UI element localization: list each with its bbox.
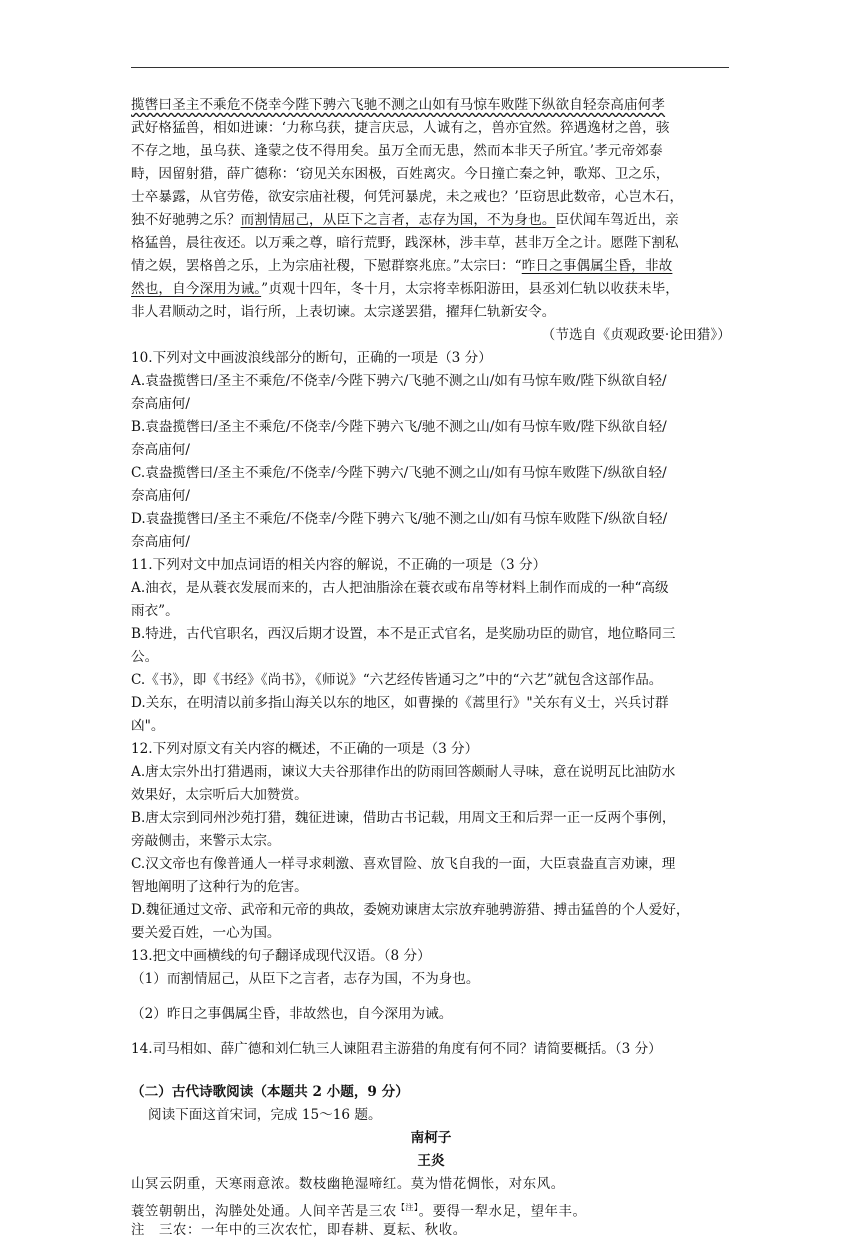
poem-author: 王炎	[417, 1153, 445, 1169]
option-d: D.袁盎揽辔曰/圣主不乘危/不侥幸/今陛下骋六飞/驰不测之山/如有马惊车败陛下/纵欲自轻/	[131, 511, 668, 527]
wavy-underlined-text: 揽辔曰圣主不乘危不侥幸今陛下骋六飞驰不测之山如有马惊车败陛下纵欲自轻奈高庙何孝	[131, 97, 666, 113]
option-a: A.唐太宗外出打猎遇雨，谏议大夫谷那律作出的防雨回答颇耐人寻味，意在说明瓦比油防水	[131, 764, 676, 780]
question-stem: 13.把文中画横线的句子翻译成现代汉语。（8 分）	[131, 948, 431, 964]
question-10	[131, 347, 731, 554]
underlined-sentence-2b: 然也，自今深用为诫。	[131, 281, 262, 297]
answer-space	[131, 991, 731, 1003]
translation-sentence-2: （2）昨日之事偶属尘昏，非故然也，自今深用为诫。	[131, 1006, 453, 1022]
passage-source: （节选自《贞观政要·论田猎》）	[541, 327, 731, 343]
passage-line: 武好格猛兽，相如进谏：‘力称乌获，捷言庆忌，人诚有之，兽亦宜然。猝遇逸材之兽，骇	[131, 120, 670, 136]
underlined-sentence-2a: 昨日之事偶属尘昏，非故	[521, 258, 673, 274]
question-stem: 14.司马相如、薛广德和刘仁轨三人谏阻君主游猎的角度有何不同？请简要概括。（3 分）	[131, 1041, 662, 1057]
option-c: C.袁盎揽辔曰/圣主不乘危/不侥幸/今陛下骋六/飞驰不测之山/如有马惊车败陛下/纵欲自轻/	[131, 465, 667, 481]
option-d: D.魏征通过文帝、武帝和元帝的典故，委婉劝谏唐太宗放弃驰骋游猎、搏击猛兽的个人爱好，	[131, 902, 690, 918]
option-c: C.汉文帝也有像普通人一样寻求刺激、喜欢冒险、放飞自我的一面，大臣袁盎直言劝谏，理	[131, 856, 676, 872]
text-span: 臣伏闻车驾近出，亲	[555, 212, 679, 228]
text-span: 。要得一犁水足，望年丰。	[418, 1204, 587, 1219]
question-stem: 12.下列对原文有关内容的概述，不正确的一项是（3 分）	[131, 741, 479, 757]
passage-line: 不存之地，虽乌获、逢蒙之伎不得用矣。虽万全而无患，然而本非天子所宜。’孝元帝郊泰	[131, 143, 663, 159]
question-stem: 11.下列对文中加点词语的相关内容的解说，不正确的一项是（3 分）	[131, 557, 547, 573]
section-heading: （二）古代诗歌阅读（本题共 2 小题，9 分）	[131, 1084, 409, 1100]
option-c-cont: 奈高庙何/	[131, 488, 190, 504]
text-span: 独不好驰骋之乐？	[131, 212, 241, 228]
question-13	[131, 945, 731, 1038]
option-b: B.袁盎揽辔曰/圣主不乘危/不侥幸/今陛下骋六飞/驰不测之山/如有马惊车败/陛下纵欲自轻/	[131, 419, 667, 435]
passage-line: 非人君顺动之时，诣行所，上表切谏。太宗遂罢猎，擢拜仁轨新安令。	[131, 304, 556, 320]
text-span: ”贞观十四年，冬十月，太宗将幸栎阳游田，县丞刘仁轨以收获未毕，	[261, 281, 680, 297]
text-span: 蓑笠朝朝出，沟塍处处通。人间辛苦是三农	[131, 1204, 397, 1219]
option-d-cont: 奈高庙何/	[131, 534, 190, 550]
option-d-cont: 凶"。	[131, 718, 165, 734]
underlined-sentence-1: 而割情屈己，从臣下之言者，志存为国，不为身也。	[240, 212, 556, 228]
option-b: B.特进，古代官职名，西汉后期才设置，本不是正式官名，是奖励功臣的勋官，地位略同三	[131, 626, 676, 642]
passage-line: 畤，因留射猎，薛广德称：‘窃见关东困极，百姓离灾。今日撞亡秦之钟，歌郑、卫之乐，	[131, 166, 670, 182]
option-a-cont: 效果好，太宗听后大加赞赏。	[131, 787, 308, 803]
passage-line: 士卒暴露，从官劳倦，欲安宗庙社稷，何凭河暴虎，未之戒也？’臣窃思此数帝，心岂木石，	[131, 189, 684, 205]
question-14	[131, 1038, 731, 1061]
option-b-cont: 公。	[131, 649, 159, 665]
question-12	[131, 738, 731, 945]
option-b: B.唐太宗到同州沙苑打猎，魏征进谏，借助古书记载，用周文王和后羿一正一反两个事例，	[131, 810, 676, 826]
option-d-cont: 要关爱百姓，一心为国。	[131, 925, 281, 941]
option-a-cont: 奈高庙何/	[131, 396, 190, 412]
poem-title: 南柯子	[410, 1130, 452, 1146]
option-b-cont: 奈高庙何/	[131, 442, 190, 458]
option-a-cont: 雨衣”。	[131, 603, 179, 619]
passage-line: 格猛兽，晨往夜还。以万乘之尊，暗行荒野，践深林，涉丰草，甚非万全之计。愿陛下割私	[131, 235, 679, 251]
question-11	[131, 554, 731, 738]
option-c: C.《书》，即《书经》《尚书》，《师说》“六艺经传皆通习之”中的“六艺”就包含这部作品。	[131, 672, 663, 688]
footnote-marker: 【注】	[396, 1203, 419, 1212]
translation-sentence-1: （1）而割情屈己，从臣下之言者，志存为国，不为身也。	[131, 971, 480, 987]
option-a: A.袁盎揽辔曰/圣主不乘危/不侥幸/今陛下骋六/飞驰不测之山/如有马惊车败/陛下纵欲自轻/	[131, 373, 667, 389]
option-d: D.关东，在明清以前多指山海关以东的地区，如曹操的《蒿里行》"关东有义士，兴兵讨群	[131, 695, 669, 711]
answer-space	[131, 1061, 731, 1081]
section-instruction: 阅读下面这首宋词，完成 15～16 题。	[148, 1107, 382, 1123]
text-span: 情之娱，罢格兽之乐，上为宗庙社稷，下慰群察兆庶。”太宗曰：“	[131, 258, 522, 274]
option-b-cont: 旁敲侧击，来警示太宗。	[131, 833, 281, 849]
header-rule	[131, 67, 729, 68]
poem-note: 注 三农：一年中的三次农忙，即春耕、夏耘、秋收。	[131, 1223, 467, 1238]
question-stem: 10.下列对文中画波浪线部分的断句，正确的一项是（3 分）	[131, 350, 492, 366]
content-column	[131, 94, 731, 1242]
passage-line	[131, 278, 731, 301]
option-c-cont: 智地阐明了这种行为的危害。	[131, 879, 308, 895]
passage-line	[131, 209, 731, 232]
classical-passage	[131, 94, 731, 347]
poem-line: 山冥云阴重，天寒雨意浓。数枝幽艳湿啼红。莫为惜花惆怅，对东风。	[131, 1177, 565, 1192]
passage-line	[131, 94, 731, 117]
section-poetry	[131, 1081, 731, 1242]
answer-space	[131, 1026, 731, 1038]
option-a: A.油衣，是从蓑衣发展而来的，古人把油脂涂在蓑衣或布帛等材料上制作而成的一种“高级	[131, 580, 669, 596]
passage-line	[131, 255, 731, 278]
